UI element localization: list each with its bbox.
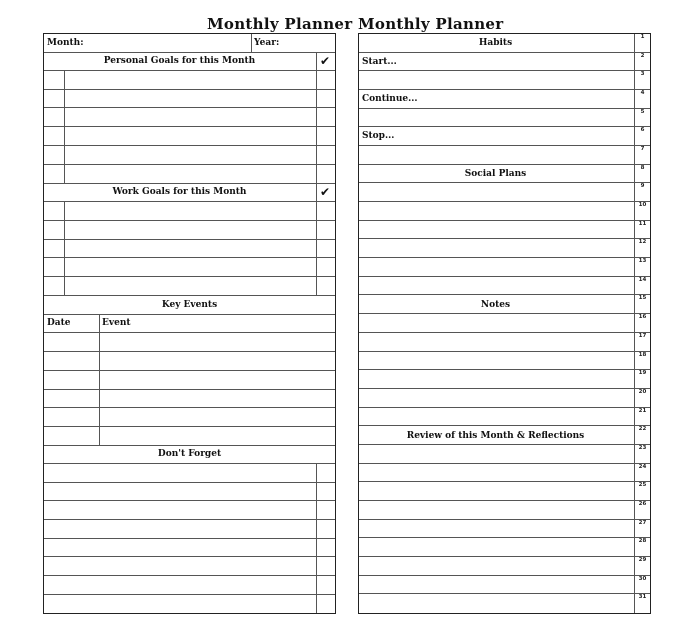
continue-label: Continue... bbox=[362, 94, 418, 104]
day-number-column bbox=[634, 33, 651, 614]
year-label: Year: bbox=[254, 38, 280, 48]
key-events-heading: Key Events bbox=[161, 300, 218, 310]
list-item[interactable] bbox=[359, 258, 650, 277]
personal-goals-list bbox=[44, 71, 335, 184]
day-number: 6 bbox=[640, 127, 645, 134]
day-number: 4 bbox=[640, 90, 645, 97]
day-number: 23 bbox=[638, 444, 647, 451]
list-item[interactable] bbox=[44, 557, 335, 576]
day-number: 20 bbox=[638, 388, 647, 395]
list-item[interactable] bbox=[44, 539, 335, 557]
list-item[interactable] bbox=[359, 520, 650, 539]
list-item[interactable] bbox=[359, 557, 650, 576]
day-number: 10 bbox=[638, 202, 647, 209]
list-item[interactable] bbox=[359, 408, 650, 427]
left-planner-page bbox=[43, 33, 336, 614]
day-number: 25 bbox=[638, 482, 647, 489]
day-number: 19 bbox=[638, 370, 647, 377]
list-item[interactable] bbox=[359, 482, 650, 501]
date-column-header: Date bbox=[47, 318, 71, 328]
list-item[interactable] bbox=[359, 127, 650, 146]
list-item[interactable] bbox=[44, 576, 335, 595]
dont-forget-heading: Don't Forget bbox=[157, 449, 222, 459]
day-number: 27 bbox=[638, 519, 647, 526]
day-number: 7 bbox=[640, 146, 645, 153]
table-row[interactable] bbox=[44, 333, 335, 352]
day-number: 24 bbox=[638, 463, 647, 470]
key-events-header bbox=[44, 296, 335, 315]
list-item[interactable] bbox=[359, 202, 650, 221]
list-item[interactable] bbox=[44, 146, 335, 165]
review-heading: Review of this Month & Reflections bbox=[406, 431, 585, 441]
personal-goals-header bbox=[44, 53, 335, 71]
day-number: 30 bbox=[638, 575, 647, 582]
stop-label: Stop... bbox=[362, 131, 395, 141]
list-item[interactable] bbox=[359, 277, 650, 296]
day-number: 28 bbox=[638, 538, 647, 545]
start-label: Start... bbox=[362, 57, 397, 67]
list-item[interactable] bbox=[359, 239, 650, 258]
list-item[interactable] bbox=[44, 595, 335, 613]
social-plans-heading: Social Plans bbox=[464, 169, 527, 179]
table-header-row bbox=[44, 315, 335, 333]
notes-heading: Notes bbox=[480, 300, 511, 310]
day-number: 2 bbox=[640, 52, 645, 59]
list-item[interactable] bbox=[359, 594, 650, 613]
habits-heading: Habits bbox=[478, 38, 513, 48]
list-item[interactable] bbox=[44, 108, 335, 127]
list-item[interactable] bbox=[359, 71, 650, 90]
checkmark-icon: ✔ bbox=[320, 185, 331, 199]
day-number: 12 bbox=[638, 239, 647, 246]
table-row[interactable] bbox=[44, 371, 335, 390]
list-item[interactable] bbox=[44, 71, 335, 90]
list-item[interactable] bbox=[359, 464, 650, 483]
month-label: Month: bbox=[47, 38, 84, 48]
day-number: 17 bbox=[638, 332, 647, 339]
day-number: 22 bbox=[638, 426, 647, 433]
day-number: 3 bbox=[640, 71, 645, 78]
table-row[interactable] bbox=[44, 390, 335, 408]
right-page-title: Monthly Planner bbox=[358, 15, 504, 33]
day-number: 1 bbox=[640, 34, 645, 40]
list-item[interactable] bbox=[44, 240, 335, 258]
personal-goals-heading: Personal Goals for this Month bbox=[103, 56, 256, 66]
day-number: 13 bbox=[638, 258, 647, 265]
list-item[interactable] bbox=[44, 464, 335, 483]
right-planner-page bbox=[358, 33, 651, 614]
list-item[interactable] bbox=[44, 127, 335, 146]
day-number: 11 bbox=[638, 220, 647, 227]
list-item[interactable] bbox=[44, 165, 335, 184]
day-number: 5 bbox=[640, 108, 645, 115]
list-item[interactable] bbox=[44, 258, 335, 277]
list-item[interactable] bbox=[44, 277, 335, 296]
checkmark-icon: ✔ bbox=[320, 54, 331, 68]
day-number: 26 bbox=[638, 500, 647, 507]
day-number: 8 bbox=[640, 164, 645, 171]
work-goals-header bbox=[44, 184, 335, 202]
left-page-title: Monthly Planner bbox=[207, 15, 353, 33]
list-item[interactable] bbox=[359, 221, 650, 240]
list-item[interactable] bbox=[359, 333, 650, 352]
day-number: 9 bbox=[640, 183, 645, 190]
work-goals-heading: Work Goals for this Month bbox=[112, 187, 247, 197]
list-item[interactable] bbox=[359, 576, 650, 595]
list-item[interactable] bbox=[44, 483, 335, 501]
list-item[interactable] bbox=[44, 202, 335, 221]
list-item[interactable] bbox=[359, 314, 650, 333]
day-number: 29 bbox=[638, 556, 647, 563]
day-number: 14 bbox=[638, 276, 647, 283]
list-item[interactable] bbox=[359, 352, 650, 371]
list-item[interactable] bbox=[359, 501, 650, 520]
list-item[interactable] bbox=[359, 146, 650, 165]
list-item[interactable] bbox=[44, 501, 335, 520]
list-item[interactable] bbox=[44, 221, 335, 240]
day-number: 16 bbox=[638, 314, 647, 321]
day-number: 31 bbox=[638, 594, 647, 601]
day-number: 18 bbox=[638, 351, 647, 358]
table-row[interactable] bbox=[44, 352, 335, 371]
dont-forget-header bbox=[44, 446, 335, 464]
list-item[interactable] bbox=[359, 370, 650, 389]
list-item[interactable] bbox=[44, 520, 335, 539]
month-year-row bbox=[44, 34, 335, 53]
dont-forget-list bbox=[44, 464, 335, 613]
work-goals-list bbox=[44, 202, 335, 296]
day-number: 15 bbox=[638, 295, 647, 302]
list-item[interactable] bbox=[359, 109, 650, 128]
list-item[interactable] bbox=[359, 389, 650, 408]
list-item[interactable] bbox=[359, 53, 650, 72]
day-number: 21 bbox=[638, 407, 647, 414]
list-item[interactable] bbox=[359, 445, 650, 464]
list-item[interactable] bbox=[359, 538, 650, 557]
list-item[interactable] bbox=[44, 90, 335, 108]
key-events-table bbox=[44, 315, 335, 446]
table-row[interactable] bbox=[44, 427, 335, 446]
list-item[interactable] bbox=[359, 183, 650, 202]
table-row[interactable] bbox=[44, 408, 335, 427]
event-column-header: Event bbox=[102, 318, 131, 328]
